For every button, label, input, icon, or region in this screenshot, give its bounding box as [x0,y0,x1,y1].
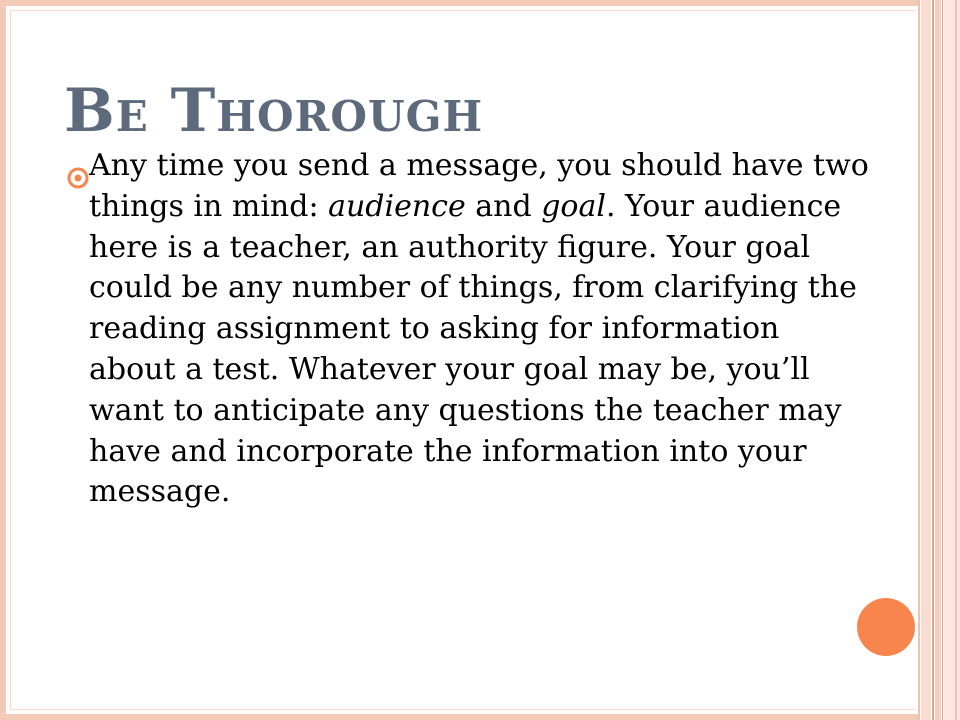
bullet-text-part: and [465,188,542,224]
bullet-text-part: . Your audience here is a teacher, an authority figure. Your goal could be any number of things, from clarifying the reading assignment to asking for information about a test. Whatever your goal may be, you’ll want to anticipate any questions the teacher may have and incorporate the information into your message. [89,188,857,510]
emphasis-goal: goal [541,188,606,224]
emphasis-audience: audience [328,188,466,224]
right-stripe [944,0,960,720]
orange-circle-icon [857,598,915,656]
right-stripe [921,0,931,720]
slide-title: Be Thorough [64,76,484,146]
right-stripe [942,0,943,720]
bullet-text [89,146,869,513]
bullet-icon [66,166,90,190]
bullet-text-part: Any time you send a message, you should have two things in mind: [89,148,869,224]
right-stripe [955,0,957,720]
right-stripe [935,0,941,720]
right-stripe [932,0,934,720]
right-stripe [918,0,920,720]
